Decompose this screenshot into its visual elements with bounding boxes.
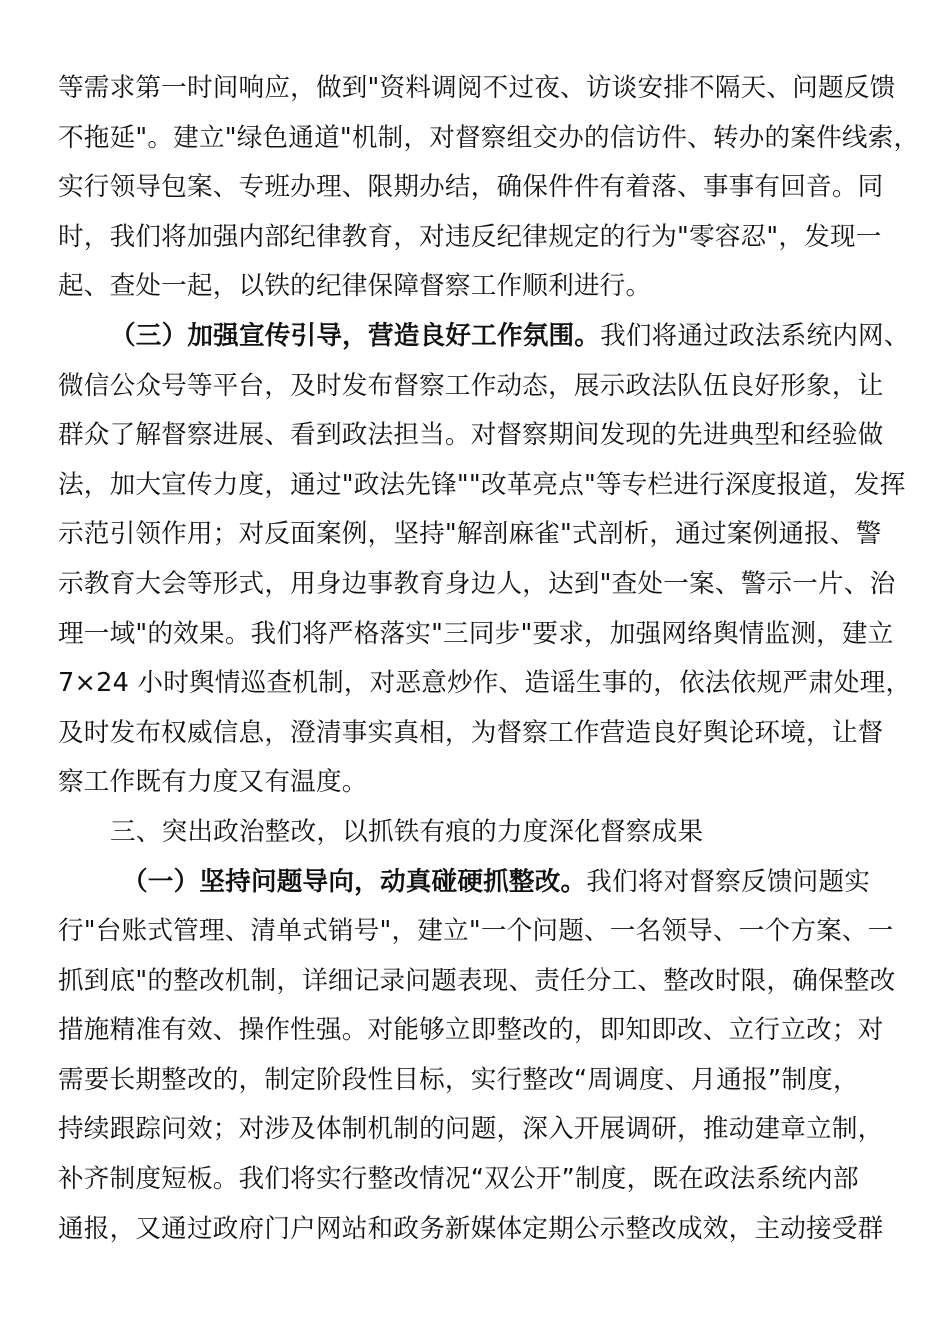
paragraph-line: 示范引领作用；对反面案例，坚持"解剖麻雀"式剖析，通过案例通报、警 (58, 519, 882, 550)
section3-first-rest: 我们将通过政法系统内网、 (600, 320, 910, 351)
paragraph-line: 及时发布权威信息，澄清事实真相，为督察工作营造良好舆论环境，让督 (58, 717, 884, 748)
section3-heading: （三）加强宣传引导，营造良好工作氛围。 (110, 320, 601, 351)
paragraph-line: 不拖延"。建立"绿色通道"机制，对督察组交办的信访件、转办的案件线索， (58, 122, 920, 153)
paragraph-line: 需要长期整改的，制定阶段性目标，实行整改“周调度、月通报”制度， (58, 1064, 859, 1095)
paragraph-line: 行"台账式管理、清单式销号"，建立"一个问题、一名领导、一个方案、一 (58, 916, 894, 947)
paragraph-line: 措施精准有效、操作性强。对能够立即整改的，即知即改、立行立改；对 (58, 1015, 884, 1046)
paragraph-line: 微信公众号等平台，及时发布督察工作动态，展示政法队伍良好形象，让 (58, 370, 884, 401)
paragraph-line: 起、查处一起，以铁的纪律保障督察工作顺利进行。 (58, 271, 652, 302)
part3-sub1-heading: （一）坚持问题导向，动真碰硬抓整改。 (122, 866, 587, 897)
paragraph-line: 实行领导包案、专班办理、限期办结，确保件件有着落、事事有回音。同 (58, 172, 884, 203)
document-body (58, 64, 920, 1254)
paragraph-line: 时，我们将加强内部纪律教育，对违反纪律规定的行为"零容忍"，发现一 (58, 221, 882, 252)
paragraph-line: 持续跟踪问效；对涉及体制机制的问题，深入开展调研，推动建章立制， (58, 1114, 884, 1145)
paragraph-line: 7×24 小时舆情巡查机制，对恶意炒作、造谣生事的，依法依规严肃处理， (58, 668, 912, 699)
paragraph-line: 等需求第一时间响应，做到"资料调阅不过夜、访谈安排不隔天、问题反馈 (58, 73, 896, 103)
paragraph-line: 抓到底"的整改机制，详细记录问题表现、责任分工、整改时限，确保整改 (58, 965, 896, 996)
paragraph-line: 示教育大会等形式，用身边事教育身边人，达到"查处一案、警示一片、治 (58, 568, 896, 599)
part3-sub1-first-rest: 我们将对督察反馈问题实 (586, 866, 871, 897)
paragraph-line: 补齐制度短板。我们将实行整改情况“双公开”制度，既在政法系统内部 (58, 1164, 859, 1195)
paragraph-line: 理一域"的效果。我们将严格落实"三同步"要求，加强网络舆情监测，建立 (58, 618, 894, 649)
paragraph-line: 通报，又通过政府门户网站和政务新媒体定期公示整改成效，主动接受群 (58, 1213, 884, 1244)
paragraph-line: 察工作既有力度又有温度。 (58, 767, 368, 798)
section3-first-line (58, 312, 910, 362)
part3-title: 三、突出政治整改，以抓铁有痕的力度深化督察成果 (110, 816, 704, 847)
part3-sub1-first-line (58, 858, 893, 908)
paragraph-line: 群众了解督察进展、看到政法担当。对督察期间发现的先进典型和经验做 (58, 420, 884, 451)
paragraph-line: 法，加大宣传力度，通过"政法先锋""改革亮点"等专栏进行深度报道，发挥 (58, 469, 906, 500)
